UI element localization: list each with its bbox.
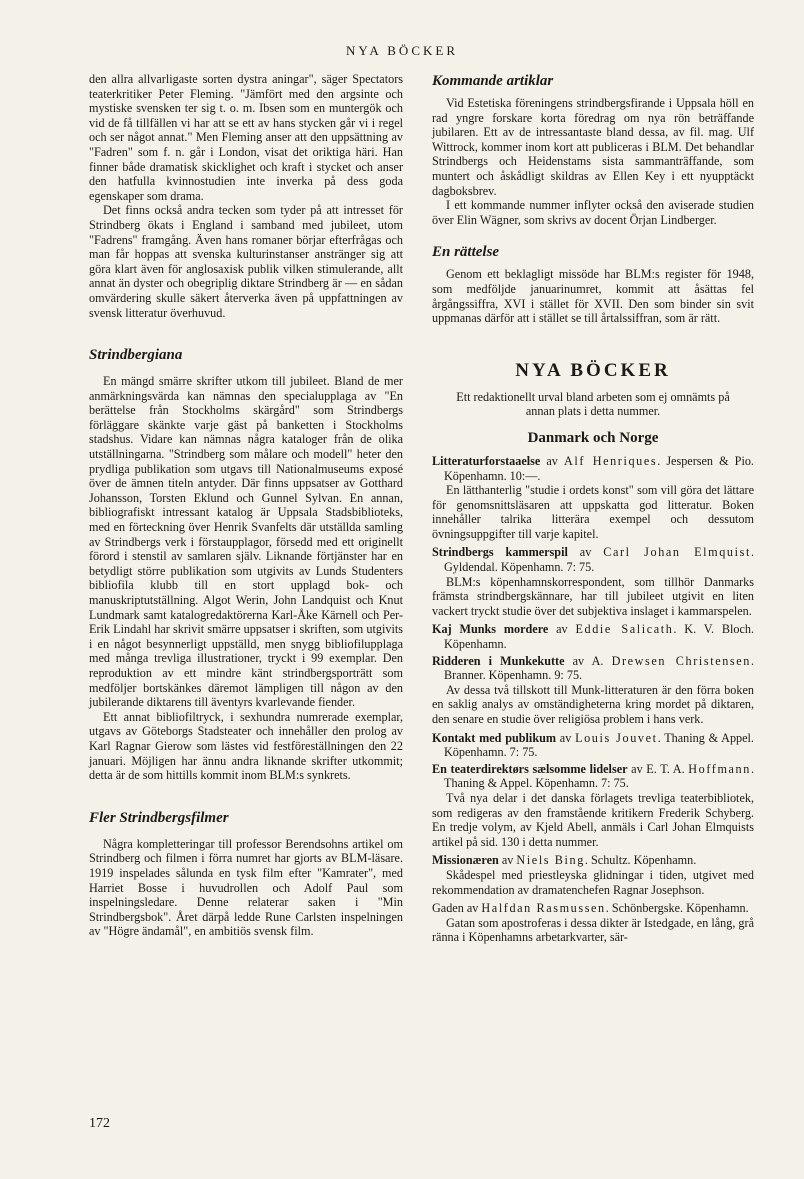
- body-paragraph: I ett kommande nummer inflyter också den aviserade studien över Elin Wägner, som skrivs av docent Örjan Lindberger.: [432, 198, 754, 227]
- book-details: . Branner. Köpenhamn. 9: 75.: [444, 653, 754, 683]
- book-entry: [432, 622, 754, 651]
- book-entry: [432, 853, 754, 897]
- book-title: Kaj Munks mordere: [432, 622, 549, 637]
- running-head: NYA BÖCKER: [346, 43, 458, 58]
- intro-paragraph: den allra allvarligaste sorten dystra aningar", säger Spectators teaterkritiker Peter Fleming. "Jämfört med den argsinte och mystiske svensken ter sig t. o. m. Ibsen som en muntergök och vid de få tillfällen vi har att se ett av hans stycken går vi i regel och ser något annat." Men Fleming anser att den uppsättning av "Fadren" som f. n. går i London, visat det oriktiga häri. Han finner både dramatisk skicklighet och kraft i stycket och anser den hatfulla kvinnostudien inte inverka på dess goda egenskaper som drama.: [89, 72, 403, 203]
- book-description: Av dessa två tillskott till Munk-litteraturen är den förra boken en saklig analys av omständigheterna kring mordet på diktaren, den senare en studie över religiösa problem i hans verk.: [432, 682, 754, 726]
- subheading-danmark-norge: Danmark och Norge: [527, 429, 659, 446]
- right-column: [432, 72, 754, 945]
- book-pre: Gaden av: [432, 901, 482, 916]
- body-paragraph: Några kompletteringar till professor Berendsohns artikel om Strindberg och filmen i förra numret har gjorts av BLM-läsare. 1919 inspelades sålunda en tysk film efter "Kamrater", med Harriet Bosse i huvudrollen och Adolf Paul som inspelningsledare. Denne relaterar saken i "Min Strindbergsbok". Året därpå ledde Rune Carlsten inspelningen av "Högre ändamål", en ambitiös svensk film.: [89, 836, 403, 939]
- book-author: Hoffmann: [688, 761, 751, 776]
- book-description: En lätthanterlig "studie i ordets konst" som vill göra det lättare för genomsnittsläsaren att uppskatta god litteratur. Boken innehåller talrika litterära exempel och dessutom övningsuppgifter till varje kapitel.: [432, 483, 754, 541]
- book-entry: [432, 731, 754, 760]
- book-title: Strindbergs kammerspil: [432, 545, 568, 560]
- book-details: . Gyldendal. Köpenhamn. 7: 75.: [444, 545, 754, 575]
- book-author: Eddie Salicath: [575, 622, 674, 637]
- book-pre: av: [548, 622, 576, 637]
- book-pre: av: [556, 730, 576, 745]
- book-title: En teaterdirektørs sælsomme lidelser: [432, 761, 628, 776]
- book-description: Skådespel med priestleyska glidningar i tiden, utgivet med rekommendation av dramatenchefen Ragnar Josephson.: [432, 867, 754, 897]
- section-heading-strindbergiana: Strindbergiana: [89, 347, 183, 364]
- book-title: Missionæren: [432, 853, 499, 868]
- book-entry: [432, 762, 754, 850]
- book-author: Drewsen Christensen: [611, 653, 751, 668]
- book-description: Två nya delar i det danska förlagets trevliga teaterbibliotek, som redigeras av den framstående kritikern Frederik Schyberg. En tredje volym, av Kjeld Abell, anmäls i Carl Johan Elmquists artikel på sid. 130 i detta nummer.: [432, 790, 754, 849]
- section-heading-rattelse: En rättelse: [432, 244, 500, 261]
- left-column: [89, 72, 403, 939]
- book-description: BLM:s köpenhamnskorrespondent, som tillhör Danmarks främsta strindbergskännare, har till jubileet utgivit en liten vackert tryckt studie över det subjektiva inslaget i kammarspelen.: [432, 574, 754, 618]
- body-paragraph: Genom ett beklagligt missöde har BLM:s register för 1948, som medföljde januarinumret, kommit att åsättas fel årgångssiffra, XVI i stället för XVII. Den som binder sin svit uppmanas därför att i stället se till årtalssiffran, som är rätt.: [432, 267, 754, 326]
- book-author: Alf Henriques: [563, 453, 658, 468]
- book-pre: av E. T. A.: [627, 761, 689, 776]
- book-entry: [432, 901, 754, 945]
- book-entry: [432, 654, 754, 727]
- book-details: . K. V. Bloch. Köpenhamn.: [444, 622, 754, 652]
- book-entry: [432, 545, 754, 618]
- book-pre: av: [498, 853, 517, 868]
- body-paragraph: Vid Estetiska föreningens strindbergsfirande i Uppsala höll en rad yngre forskare korta föredrag om nya rön beträffande jubilaren. Ett av de intressantaste bland dessa, av fil. mag. Ulf Wittrock, kommer inom kort att publiceras i BLM. Det behandlar Strindbergs och Heidenstams sista sammanträffande, som muntert och åskådligt skildras av Ellen Key i ett nyupptäckt dagboksbrev.: [432, 96, 754, 198]
- book-details: . Schultz. Köpenhamn.: [584, 853, 697, 868]
- nya-bocker-heading: NYA BÖCKER: [515, 359, 671, 381]
- body-paragraph: Ett annat bibliofiltryck, i sexhundra numrerade exemplar, utgavs av Göteborgs Stadsteater och innehåller den prolog av Karl Ragnar Gierow som lästes vid festföreställningen den 22 januari. Möjligen har ännu andra liknande skrifter utkommit; detta är de som hittills kommit inom BLM:s synkrets.: [89, 709, 403, 783]
- book-details: . Thaning & Appel. Köpenhamn. 7: 75.: [444, 730, 754, 760]
- body-paragraph: En mängd smärre skrifter utkom till jubileet. Bland de mer anmärkningsvärda kan nämnas den specialupplaga av "En berättelse från Stockholms skärgård" som Strindbergs förläggare skänkte varje gäst på banketten i Stockholms stadshus. Vidare kan nämnas några kataloger från de olika utställningarna. "Strindberg som målare och modell" heter den prydliga publikation som utgavs till Nationalmuseums exposé över de ämnen titeln antyder. Där finns uppsatser av Gotthard Johansson, Torsten Eklund och Gunnel Sylvan. En annan, bibliografiskt intressant katalog är Uppsala Stadsbiblioteks, med en förteckning över Henrik Svanfelts där utställda samling av Strindbergs verk i förstaupplagor, försedd med ett originellt förord i stenstil av samlaren själv. Liknande förtjänster har en betydligt större publikation som utgivits av Lunds Studenters bibliofila klubb till en stort upplagd bok- och manuskriptutställning. Algot Werin, John Landquist och Knut Lundmark samt katalogredaktörerna Karl-Åke Kärnell och Per-Erik Lindahl har skrivit smärre uppsatser i skriften, som utgivits i en något besynnerligt uppställd, men snygg bibliofilupplaga med många trevliga illustrationer, tryckt i 99 exemplar. Den reproduktion av ett mindre känt strindbergsporträtt som medföljer bortskänkes däremot lämpligen till någon av den jubilerande diktarens till äventyrs kvarlevande fiender.: [89, 374, 403, 710]
- book-entry: [432, 454, 754, 542]
- book-title: Ridderen i Munkekutte: [432, 653, 565, 668]
- book-pre: av: [540, 453, 564, 468]
- book-author: Louis Jouvet: [575, 730, 658, 745]
- section-heading-kommande: Kommande artiklar: [432, 73, 554, 89]
- book-title: Kontakt med publikum: [432, 730, 557, 745]
- book-pre: av: [567, 545, 604, 560]
- book-details: . Jespersen & Pio. Köpenhamn. 10:—.: [444, 453, 754, 483]
- book-details: . Schönbergske. Köpenhamn.: [605, 901, 749, 916]
- book-author: Niels Bing: [516, 853, 585, 868]
- book-author: Halfdan Rasmussen: [481, 901, 606, 916]
- book-details: . Thaning & Appel. Köpenhamn. 7: 75.: [444, 761, 754, 791]
- nya-bocker-intro: Ett redaktionellt urval bland arbeten som ej omnämts på annan plats i detta nummer.: [456, 389, 730, 419]
- book-author: Carl Johan Elmquist: [603, 545, 751, 560]
- book-title: Litteraturforstaaelse: [432, 453, 541, 468]
- page-number: 172: [89, 1116, 110, 1131]
- section-heading-filmer: Fler Strindbergsfilmer: [89, 809, 229, 826]
- book-pre: av A.: [564, 653, 612, 668]
- intro-paragraph: Det finns också andra tecken som tyder på att intresset för Strindberg ökats i England i samband med jubileet, utom "Fadrens" framgång. Även hans romaner börjar efterfrågas och man får hoppas att svenska kulturinstanser anstränger sig att göra klart även för anglosaxisk publik vilken stimulerande, allt annat än dyster och obegriplig diktare Strindberg är — en sådan omvärdering skulle säkert återverka även på uppfattningen av svensk litteratur överhuvud.: [89, 203, 403, 320]
- book-description: Gatan som apostroferas i dessa dikter är Istedgade, en lång, grå ränna i Köpenhamns arbetarkvarter, sär-: [432, 915, 754, 945]
